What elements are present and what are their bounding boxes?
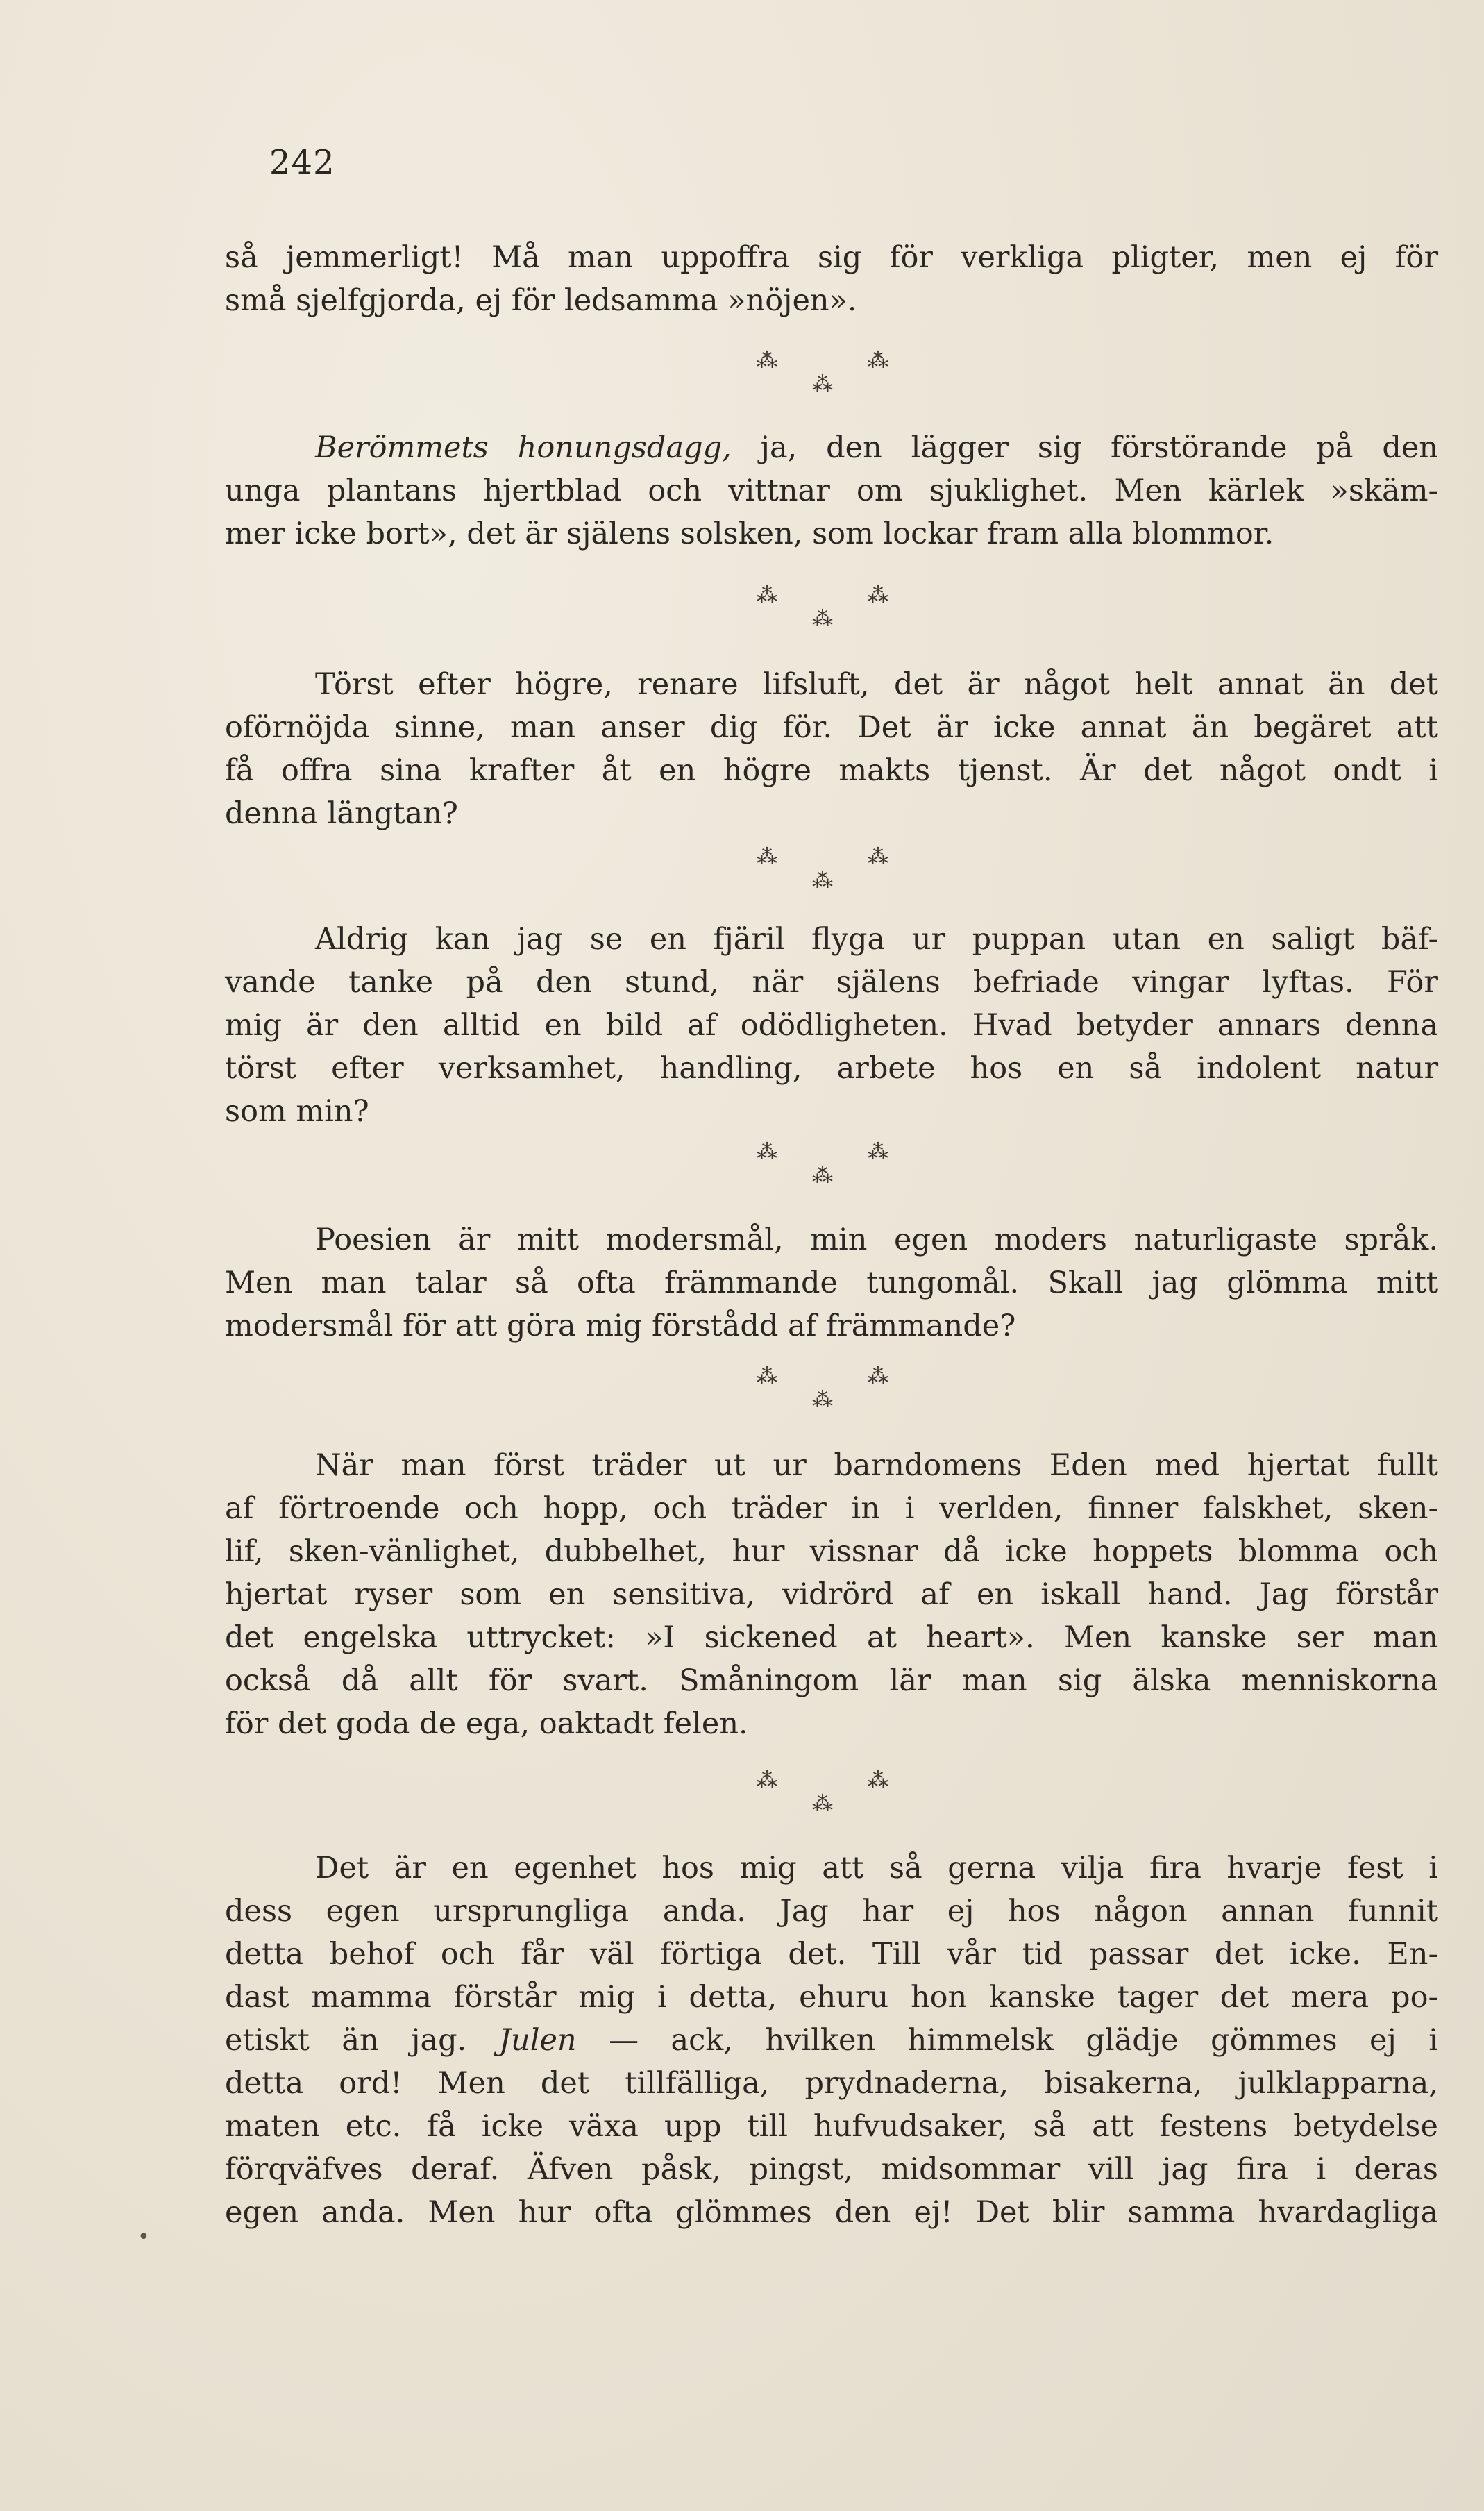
asterism-icon: ⁂ bbox=[757, 348, 777, 373]
text-line: små sjelfgjorda, ej för ledsamma »nöjen». bbox=[225, 283, 857, 318]
asterism-icon: ⁂ bbox=[812, 1164, 833, 1188]
text-line: mig är den alltid en bild af odödligheten. Hvad betyder annars denna bbox=[225, 1008, 1438, 1043]
text-line: törst efter verksamhet, handling, arbete hos en så indolent natur bbox=[225, 1051, 1438, 1086]
page-number: 242 bbox=[269, 143, 335, 182]
text-line: det engelska uttrycket: »I sickened at heart». Men kanske ser man bbox=[225, 1620, 1438, 1655]
asterism-icon: ⁂ bbox=[812, 1388, 833, 1412]
paragraph-fest bbox=[225, 1847, 1438, 2234]
asterism-icon: ⁂ bbox=[812, 372, 833, 396]
section-separator bbox=[736, 1366, 902, 1415]
asterism-icon: ⁂ bbox=[757, 845, 777, 869]
text-line: så jemmerligt! Må man uppoffra sig för verkliga pligter, men ej för bbox=[225, 240, 1438, 275]
asterism-icon: ⁂ bbox=[757, 1768, 777, 1792]
asterism-icon: ⁂ bbox=[757, 1364, 777, 1388]
section-separator bbox=[736, 348, 902, 399]
paragraph-barndom bbox=[225, 1444, 1438, 1745]
text-line: få offra sina krafter åt en högre makts tjenst. Är det något ondt i bbox=[225, 753, 1438, 788]
text-line: dess egen ursprungliga anda. Jag har ej hos någon annan funnit bbox=[225, 1894, 1438, 1929]
asterism-icon: ⁂ bbox=[812, 607, 833, 631]
text-line: unga plantans hjertblad och vittnar om sjuklighet. Men kärlek »skäm- bbox=[225, 473, 1438, 508]
paragraph-beromm bbox=[225, 426, 1438, 555]
text-line: modersmål för att göra mig förstådd af främmande? bbox=[225, 1309, 1016, 1343]
section-separator bbox=[736, 847, 902, 896]
text-line: förqväfves deraf. Äfven påsk, pingst, midsommar vill jag fira i deras bbox=[225, 2152, 1438, 2187]
text-line: lif, sken-vänlighet, dubbelhet, hur vissnar då icke hoppets blomma och bbox=[225, 1534, 1438, 1569]
paragraph-continuation bbox=[225, 236, 1438, 322]
asterism-icon: ⁂ bbox=[757, 1140, 777, 1164]
asterism-icon: ⁂ bbox=[868, 1768, 888, 1792]
asterism-icon: ⁂ bbox=[868, 583, 888, 607]
text-line: Det är en egenhet hos mig att så gerna vilja fira hvarje fest i bbox=[315, 1851, 1438, 1886]
text-fragment: ja, den lägger sig förstörande på den bbox=[731, 430, 1438, 465]
text-line bbox=[225, 426, 1438, 469]
text-line: för det goda de ega, oaktadt felen. bbox=[225, 1706, 748, 1741]
text-line: också då allt för svart. Småningom lär man sig älska menniskorna bbox=[225, 1663, 1438, 1698]
asterism-icon: ⁂ bbox=[868, 348, 888, 373]
text-line: När man först träder ut ur barndomens Eden med hjertat fullt bbox=[315, 1448, 1438, 1483]
text-line: maten etc. få icke växa upp till hufvudsaker, så att festens betydelse bbox=[225, 2109, 1438, 2144]
italic-phrase: Berömmets honungsdagg, bbox=[315, 430, 732, 465]
text-line: denna längtan? bbox=[225, 796, 458, 831]
text-line: Törst efter högre, renare lifsluft, det är något helt annat än det bbox=[315, 667, 1438, 702]
paragraph-torst bbox=[225, 663, 1438, 835]
paragraph-fjaril bbox=[225, 918, 1438, 1133]
text-fragment: — ack, hvilken himmelsk glädje gömmes ej i bbox=[576, 2023, 1438, 2058]
text-line bbox=[225, 2019, 1438, 2062]
paragraph-poesien bbox=[225, 1218, 1438, 1347]
section-separator bbox=[736, 1142, 902, 1191]
text-line: Poesien är mitt modersmål, min egen moders naturligaste språk. bbox=[315, 1223, 1438, 1257]
text-line: egen anda. Men hur ofta glömmes den ej! Det blir samma hvardagliga bbox=[225, 2195, 1438, 2230]
text-line: Aldrig kan jag se en fjäril flyga ur puppan utan en saligt bäf- bbox=[315, 922, 1438, 957]
text-line: oförnöjda sinne, man anser dig för. Det är icke annat än begäret att bbox=[225, 710, 1438, 745]
text-line: Men man talar så ofta främmande tungomål. Skall jag glömma mitt bbox=[225, 1266, 1438, 1300]
asterism-icon: ⁂ bbox=[868, 1140, 888, 1164]
text-fragment: etiskt än jag. bbox=[225, 2023, 499, 2058]
text-line: af förtroende och hopp, och träder in i verlden, finner falskhet, sken- bbox=[225, 1491, 1438, 1526]
asterism-icon: ⁂ bbox=[757, 583, 777, 607]
text-line: dast mamma förstår mig i detta, ehuru hon kanske tager det mera po- bbox=[225, 1980, 1438, 2015]
italic-word: Julen bbox=[498, 2023, 577, 2058]
text-line: detta behof och får väl förtiga det. Till vår tid passar det icke. En- bbox=[225, 1937, 1438, 1972]
asterism-icon: ⁂ bbox=[812, 868, 833, 893]
section-separator bbox=[736, 1770, 902, 1819]
section-separator bbox=[736, 585, 902, 634]
text-line: hjertat ryser som en sensitiva, vidrörd af en iskall hand. Jag förstår bbox=[225, 1577, 1438, 1612]
asterism-icon: ⁂ bbox=[868, 1364, 888, 1388]
text-line: mer icke bort», det är själens solsken, som lockar fram alla blommor. bbox=[225, 517, 1274, 551]
asterism-icon: ⁂ bbox=[868, 845, 888, 869]
margin-mark: • bbox=[137, 2225, 150, 2249]
text-line: som min? bbox=[225, 1094, 369, 1129]
text-line: vande tanke på den stund, när själens befriade vingar lyftas. För bbox=[225, 965, 1438, 1000]
text-line: detta ord! Men det tillfälliga, prydnaderna, bisakerna, julklapparna, bbox=[225, 2066, 1438, 2101]
asterism-icon: ⁂ bbox=[812, 1792, 833, 1816]
